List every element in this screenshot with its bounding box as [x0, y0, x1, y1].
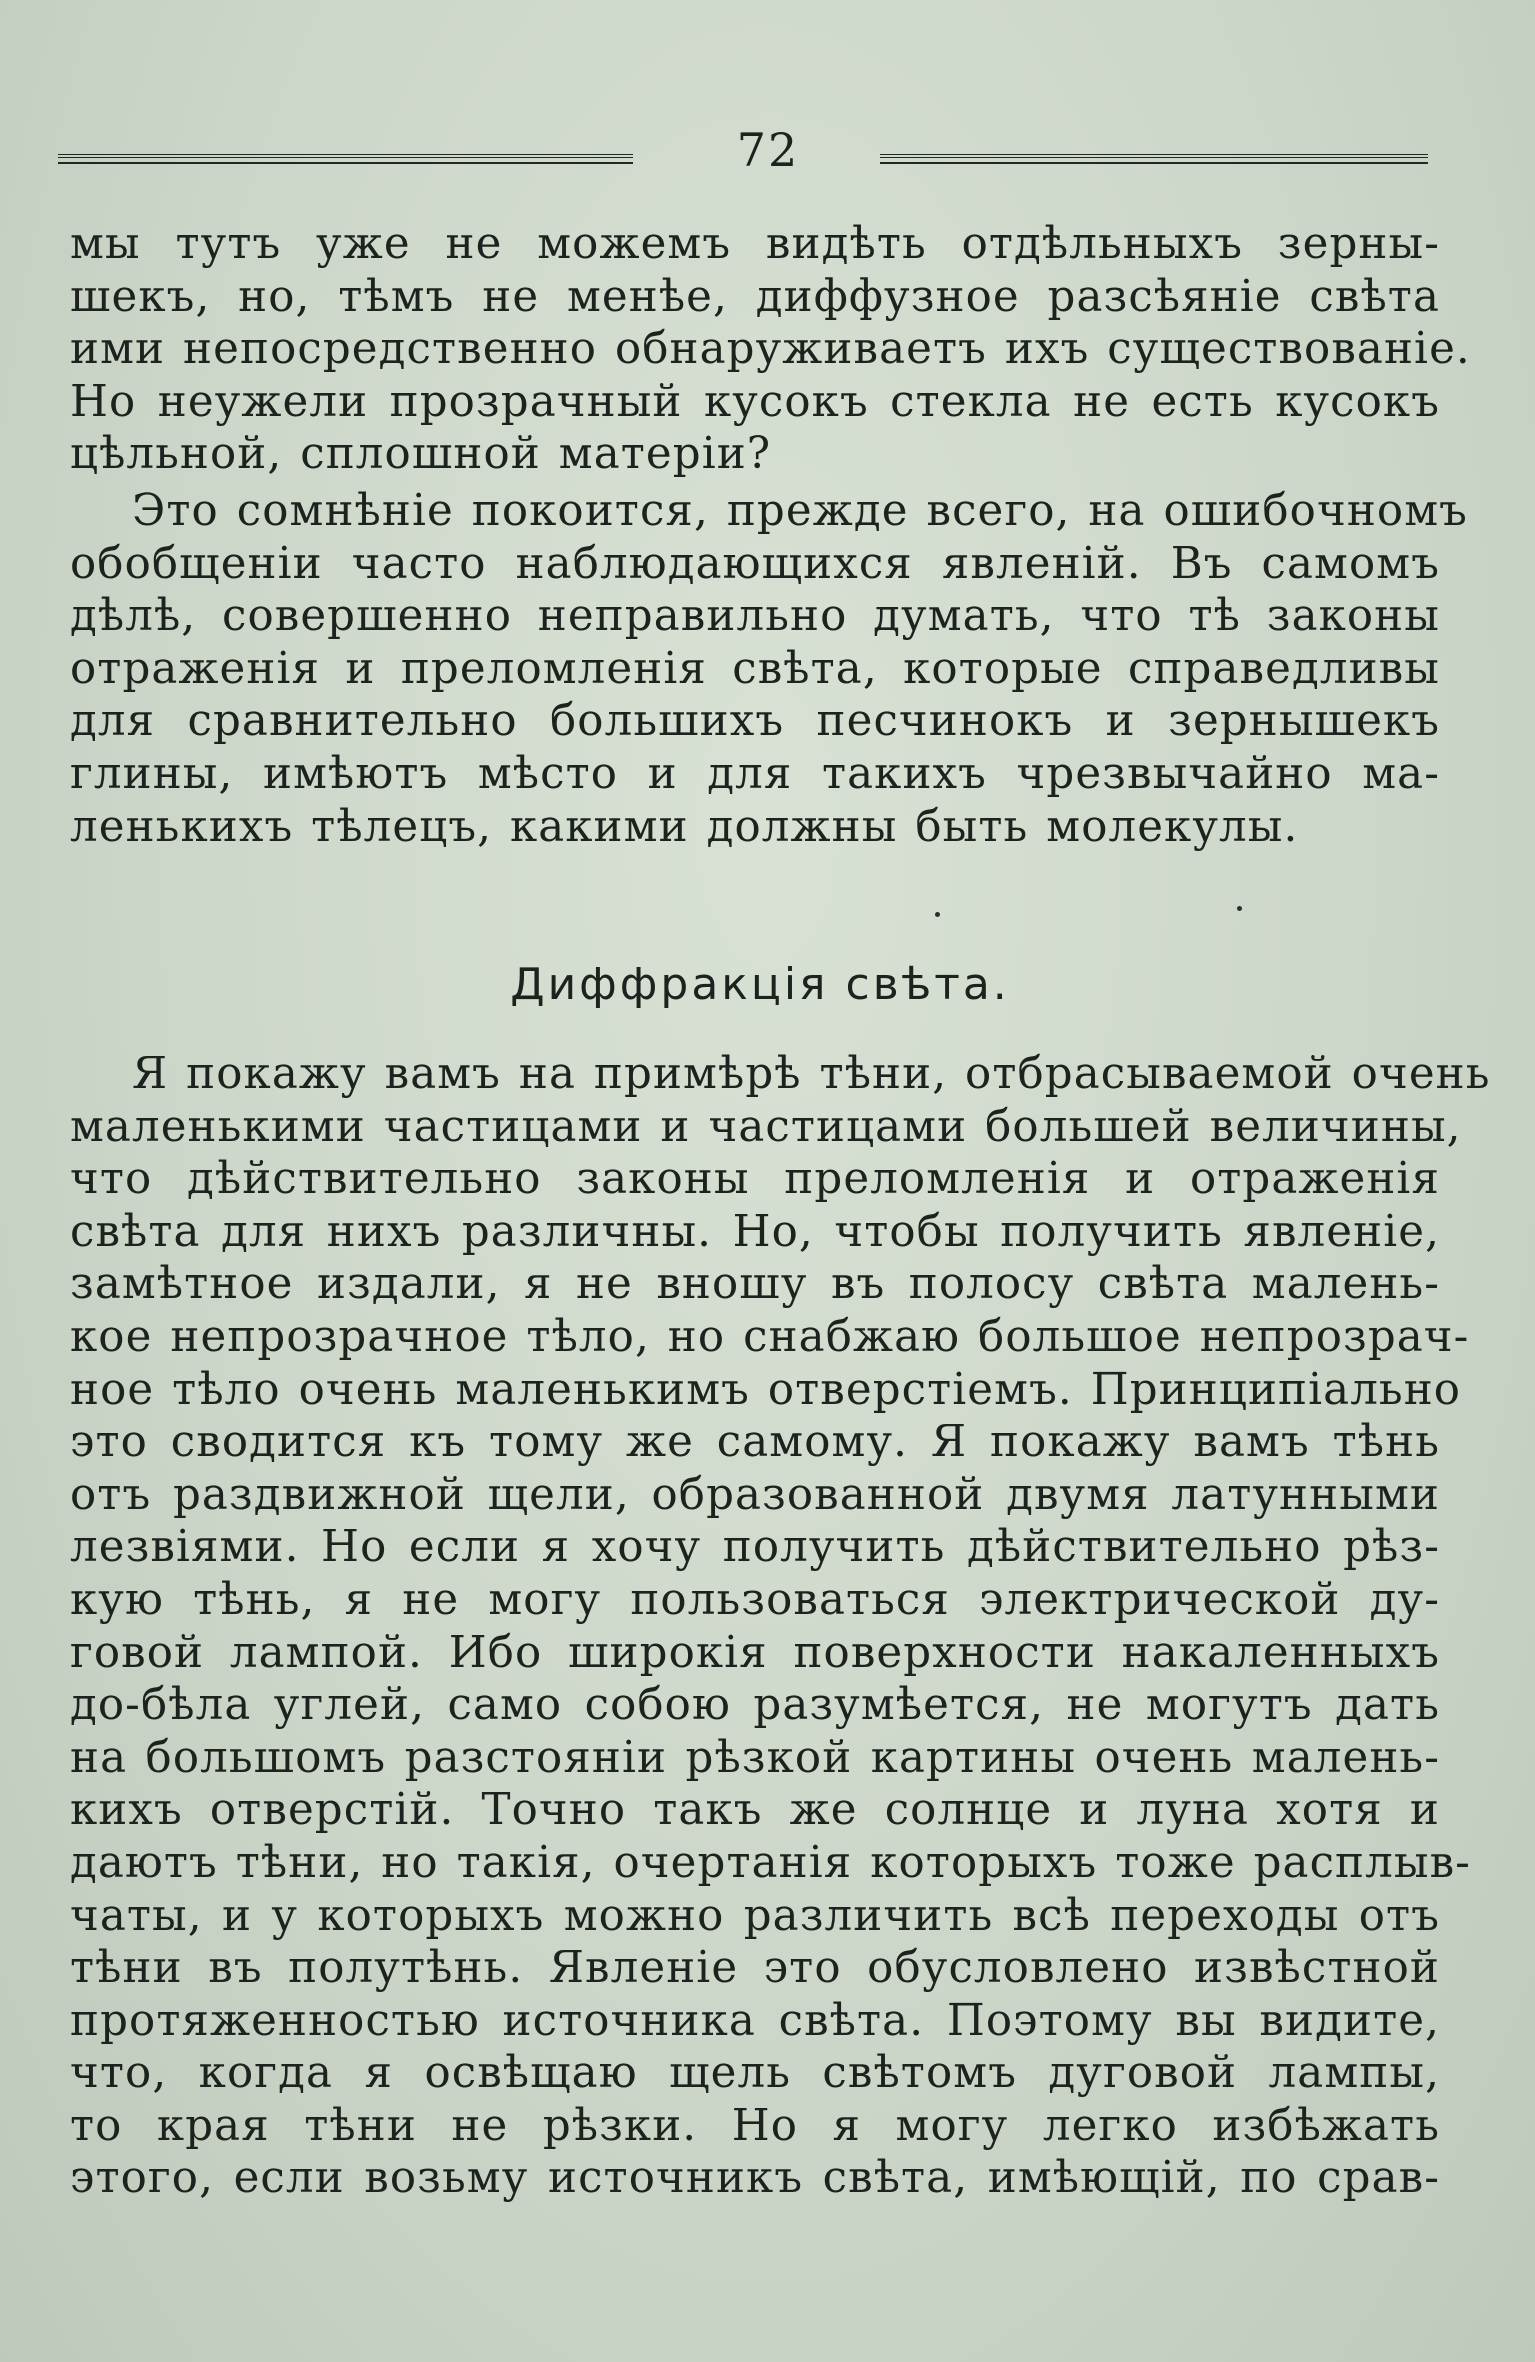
print-speck — [1237, 906, 1242, 911]
text-line: чаты, и у которыхъ можно различить всѣ переходы отъ — [70, 1890, 1440, 1941]
text-line: обобщеніи часто наблюдающихся явленій. Въ самомъ — [70, 538, 1440, 589]
text-line: тѣни въ полутѣнь. Явленіе это обусловлено извѣстной — [70, 1943, 1440, 1994]
text-line: лезвіями. Но если я хочу получить дѣйствительно рѣз- — [70, 1522, 1440, 1573]
text-line: протяженностью источника свѣта. Поэтому вы видите, — [70, 1995, 1440, 2046]
text-line: кую тѣнь, я не могу пользоваться электрической ду- — [70, 1574, 1440, 1625]
text-line: отъ раздвижной щели, образованной двумя латунными — [70, 1469, 1440, 1520]
text-line: Я покажу вамъ на примѣрѣ тѣни, отбрасываемой очень — [132, 1049, 1491, 1099]
text-line: до-бѣла углей, само собою разумѣется, не могутъ дать — [70, 1680, 1440, 1731]
paragraph-block-top — [70, 218, 1471, 853]
text-line: ленькихъ тѣлецъ, какими должны быть молекулы. — [70, 801, 1299, 852]
page-number: 72 — [736, 123, 800, 177]
text-line: ими непосредственно обнаруживаетъ ихъ существованіе. — [70, 324, 1471, 375]
header-rule-left — [58, 154, 633, 164]
text-line: для сравнительно большихъ песчинокъ и зернышекъ — [70, 696, 1440, 747]
text-line: ное тѣло очень маленькимъ отверстіемъ. Принципіально — [70, 1364, 1462, 1415]
page-header — [58, 110, 1430, 190]
text-line: шекъ, но, тѣмъ не менѣе, диффузное разсѣяніе свѣта — [70, 271, 1440, 322]
text-line: кое непрозрачное тѣло, но снабжаю большое непрозрач- — [70, 1311, 1470, 1362]
text-line: этого, если возьму источникъ свѣта, имѣющій, по срав- — [70, 2153, 1440, 2204]
text-line: говой лампой. Ибо широкія поверхности накаленныхъ — [70, 1627, 1440, 1678]
text-line: Это сомнѣніе покоится, прежде всего, на ошибочномъ — [132, 485, 1468, 536]
header-rule-right — [880, 154, 1428, 164]
text-line: это сводится къ тому же самому. Я покажу вамъ тѣнь — [70, 1417, 1440, 1468]
text-line: глины, имѣютъ мѣсто и для такихъ чрезвычайно ма- — [70, 748, 1440, 799]
text-line: кихъ отверстій. Точно такъ же солнце и луна хотя и — [70, 1785, 1440, 1836]
text-line: отраженія и преломленія свѣта, которые справедливы — [70, 643, 1440, 694]
text-line: свѣта для нихъ различны. Но, чтобы получить явленіе, — [70, 1206, 1440, 1257]
text-line: на большомъ разстояніи рѣзкой картины очень малень- — [70, 1732, 1440, 1783]
text-line: что, когда я освѣщаю щель свѣтомъ дуговой лампы, — [70, 2048, 1440, 2099]
text-line: то края тѣни не рѣзки. Но я могу легко избѣжать — [70, 2100, 1440, 2151]
text-line: мы тутъ уже не можемъ видѣть отдѣльныхъ зерны- — [70, 219, 1440, 269]
section-heading — [70, 955, 1440, 1015]
paragraph-block-bottom — [70, 1048, 1491, 2205]
section-heading-text: Диффракція свѣта. — [510, 959, 1010, 1010]
text-line: цѣльной, сплошной матеріи? — [70, 429, 772, 480]
print-speck — [935, 912, 940, 917]
text-line: даютъ тѣни, но такія, очертанія которыхъ тоже расплыв- — [70, 1837, 1471, 1888]
text-line: замѣтное издали, я не вношу въ полосу свѣта малень- — [70, 1259, 1440, 1310]
text-line: что дѣйствительно законы преломленія и отраженія — [70, 1154, 1440, 1205]
text-line: маленькими частицами и частицами большей величины, — [70, 1101, 1462, 1152]
text-line: дѣлѣ, совершенно неправильно думать, что тѣ законы — [70, 591, 1440, 642]
text-line: Но неужели прозрачный кусокъ стекла не есть кусокъ — [70, 376, 1440, 427]
